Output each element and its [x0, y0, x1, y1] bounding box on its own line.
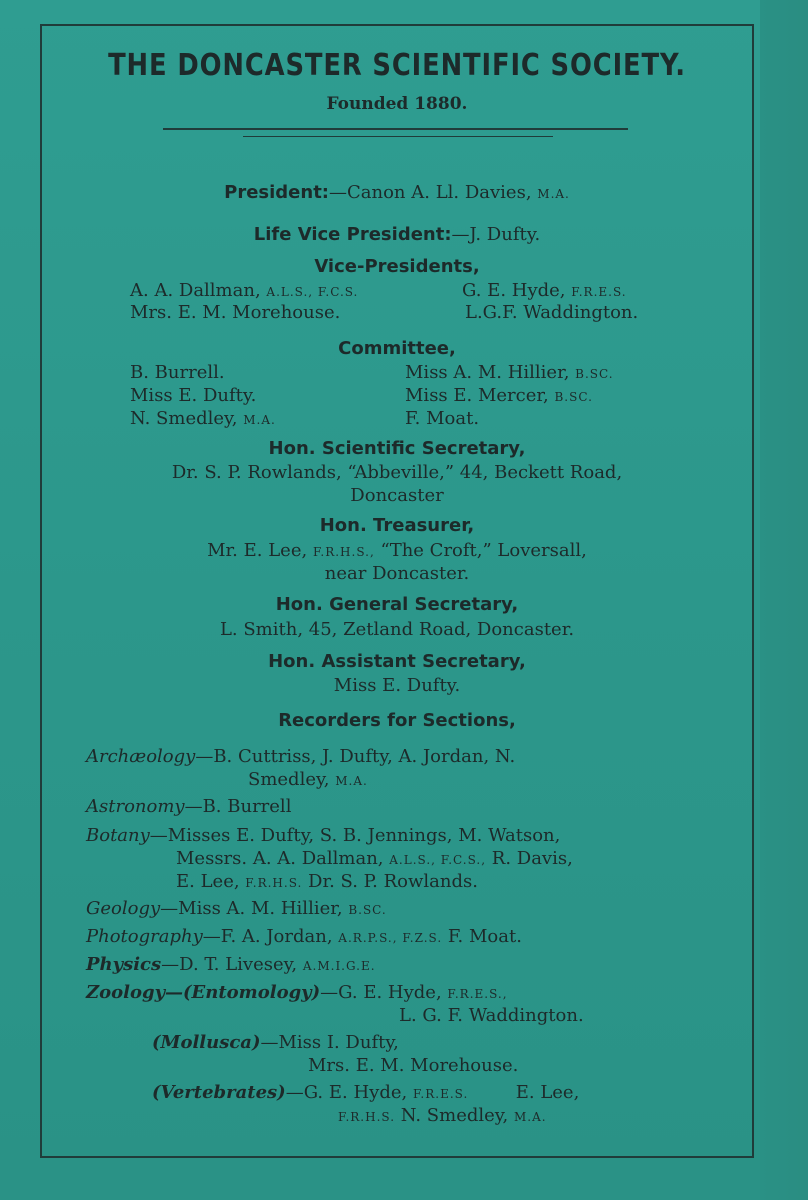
life-vice-president-line — [40, 224, 754, 245]
hon-general-secretary-heading: Hon. General Secretary, — [275, 594, 519, 615]
committee-moat: F. Moat. — [405, 408, 480, 429]
recorder-vertebrates-cont — [338, 1105, 547, 1126]
section-label-astronomy: Astronomy — [86, 796, 185, 817]
physics-recorders: —D. T. Livesey, — [161, 954, 298, 975]
recorder-archaeology — [86, 746, 515, 767]
hon-assistant-secretary-heading: Hon. Assistant Secretary, — [268, 651, 526, 672]
vice-president-dallman — [130, 280, 358, 301]
committee-hillier-suffix: B.SC. — [575, 367, 614, 381]
recorder-mollusca — [152, 1032, 399, 1053]
recorder-physics — [86, 954, 376, 975]
committee-hillier — [405, 362, 614, 383]
hon-scientific-secretary-heading: Hon. Scientific Secretary, — [268, 438, 526, 459]
vertebrates-smedley: N. Smedley, — [400, 1105, 509, 1126]
page-title: THE DONCASTER SCIENTIFIC SOCIETY. — [108, 48, 686, 83]
photography-recorders: —F. A. Jordan, — [202, 926, 333, 947]
recorder-zoology-cont: L. G. F. Waddington. — [399, 1005, 584, 1026]
section-label-photography: Photography — [86, 926, 203, 947]
president-dash: — — [329, 182, 347, 203]
committee-smedley-name: N. Smedley, — [130, 408, 238, 429]
botany-suffix1: A.L.S., F.C.S., — [389, 853, 487, 867]
archaeology-recorders-cont: Smedley, — [248, 769, 330, 790]
recorder-mollusca-cont: Mrs. E. M. Morehouse. — [308, 1055, 519, 1076]
hon-treasurer-line1 — [40, 540, 754, 561]
physics-suffix: A.M.I.G.E. — [302, 959, 376, 973]
committee-mercer — [405, 385, 593, 406]
treasurer-suffix: F.R.H.S., — [312, 545, 375, 559]
astronomy-recorders: —B. Burrell — [184, 796, 292, 817]
vertebrates-hyde: —G. E. Hyde, — [285, 1082, 408, 1103]
vp-hyde-name: G. E. Hyde, — [462, 280, 566, 301]
recorders-heading: Recorders for Sections, — [278, 710, 516, 731]
archaeology-suffix: M.A. — [335, 774, 368, 788]
vertebrates-suffix3: M.A. — [514, 1110, 547, 1124]
botany-lee: E. Lee, — [176, 871, 240, 892]
hon-general-secretary-line1: L. Smith, 45, Zetland Road, Doncaster. — [219, 619, 575, 640]
committee-hillier-name: Miss A. M. Hillier, — [405, 362, 570, 383]
president-suffix: M.A. — [537, 187, 570, 201]
committee-dufty: Miss E. Dufty. — [130, 385, 257, 406]
zoology-suffix: F.R.E.S., — [447, 987, 508, 1001]
treasurer-name: Mr. E. Lee, — [207, 540, 308, 561]
botany-recorders: —Misses E. Dufty, S. B. Jennings, M. Watson, — [149, 825, 561, 846]
president-name: Canon A. Ll. Davies, — [347, 182, 532, 203]
vp-dallman-suffix: A.L.S., F.C.S. — [266, 285, 359, 299]
president-line — [40, 182, 754, 203]
vice-president-waddington: L.G.F. Waddington. — [465, 302, 639, 323]
life-vice-president-label: Life Vice President: — [253, 224, 452, 245]
committee-burrell: B. Burrell. — [130, 362, 225, 383]
vice-president-hyde — [462, 280, 627, 301]
recorder-botany — [86, 825, 560, 846]
zoology-recorders: —G. E. Hyde, — [320, 982, 442, 1003]
section-label-physics: Physics — [86, 954, 162, 975]
hon-treasurer-line2: near Doncaster. — [324, 563, 470, 584]
committee-smedley-suffix: M.A. — [243, 413, 276, 427]
recorder-zoology — [86, 982, 508, 1003]
section-label-geology: Geology — [86, 898, 161, 919]
recorder-photography — [86, 926, 522, 947]
vertebrates-lee: E. Lee, — [515, 1082, 580, 1103]
botany-messrs: Messrs. A. A. Dallman, — [176, 848, 384, 869]
vice-presidents-heading: Vice-Presidents, — [314, 256, 480, 277]
section-label-zoology: Zoology—(Entomology) — [86, 982, 321, 1003]
vertebrates-suffix1: F.R.E.S. — [412, 1087, 469, 1101]
president-label: President: — [224, 182, 329, 203]
recorder-archaeology-cont — [248, 769, 368, 790]
committee-smedley — [130, 408, 276, 429]
section-label-botany: Botany — [86, 825, 150, 846]
committee-heading: Committee, — [338, 338, 456, 359]
geology-recorders: —Miss A. M. Hillier, — [160, 898, 343, 919]
section-label-vertebrates: (Vertebrates) — [152, 1082, 286, 1103]
botany-suffix2: F.R.H.S. — [245, 876, 303, 890]
hon-scientific-secretary-line2: Doncaster — [350, 485, 444, 506]
botany-rowlands: Dr. S. P. Rowlands. — [308, 871, 478, 892]
life-vice-president-dash: — — [451, 224, 470, 245]
photography-moat: F. Moat. — [447, 926, 522, 947]
photography-suffix: A.R.P.S., F.Z.S. — [338, 931, 443, 945]
vp-hyde-suffix: F.R.E.S. — [571, 285, 627, 299]
recorder-astronomy — [86, 796, 291, 817]
hon-treasurer-heading: Hon. Treasurer, — [319, 515, 475, 536]
vp-dallman-name: A. A. Dallman, — [130, 280, 261, 301]
mollusca-recorders: —Miss I. Dufty, — [260, 1032, 399, 1053]
hon-scientific-secretary-line1: Dr. S. P. Rowlands, “Abbeville,” 44, Beckett Road, — [171, 462, 623, 483]
committee-mercer-name: Miss E. Mercer, — [405, 385, 549, 406]
card-edge — [760, 0, 808, 1200]
divider-short — [243, 136, 553, 137]
vertebrates-suffix2: F.R.H.S. — [338, 1110, 396, 1124]
life-vice-president-name: J. Dufty. — [469, 224, 541, 245]
section-label-archaeology: Archæology — [86, 746, 196, 767]
geology-suffix: B.SC. — [348, 903, 387, 917]
recorder-geology — [86, 898, 387, 919]
recorder-botany-cont2 — [176, 871, 478, 892]
archaeology-recorders: —B. Cuttriss, J. Dufty, A. Jordan, N. — [195, 746, 516, 767]
treasurer-address: “The Croft,” Loversall, — [380, 540, 587, 561]
section-label-mollusca: (Mollusca) — [152, 1032, 261, 1053]
committee-mercer-suffix: B.SC. — [554, 390, 593, 404]
hon-assistant-secretary-line1: Miss E. Dufty. — [333, 675, 461, 696]
recorder-botany-cont1 — [176, 848, 573, 869]
founded-date: Founded 1880. — [326, 94, 468, 114]
divider-long — [163, 128, 628, 130]
vice-president-morehouse: Mrs. E. M. Morehouse. — [130, 302, 341, 323]
botany-davis: R. Davis, — [491, 848, 573, 869]
recorder-vertebrates — [152, 1082, 579, 1103]
